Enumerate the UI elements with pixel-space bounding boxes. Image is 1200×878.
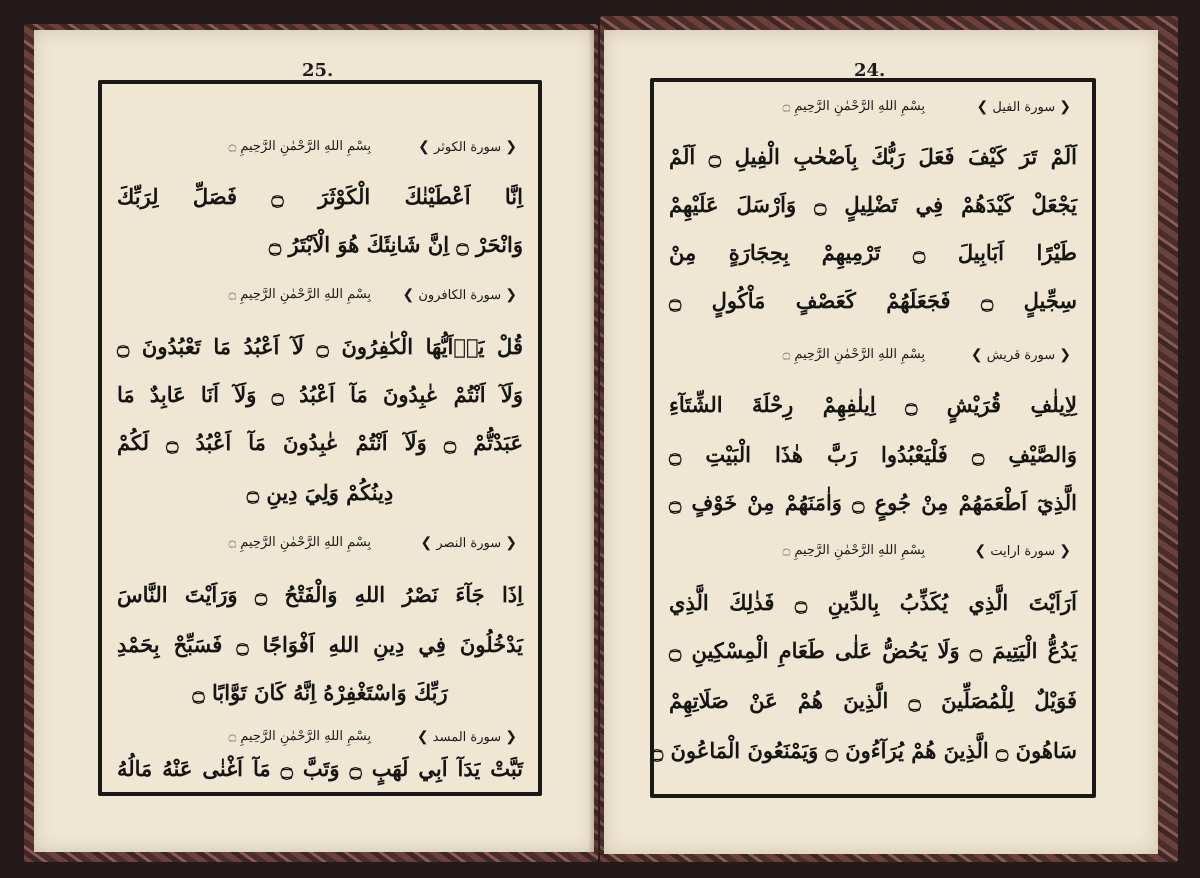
sura-header xyxy=(101,283,539,311)
verse-line: اِنَّا اَعْطَيْنٰكَ الْكَوْثَرَ ۝ فَصَلِّ لِرَبِّكَ xyxy=(117,184,523,209)
verse-line: دِينُكُمْ وَلِيَ دِينِ ۝ xyxy=(246,480,394,505)
verse-line: وَلَآ اَنْتُمْ عٰبِدُونَ مَآ اَعْبُدُ ۝ وَلَآ اَنَا عَابِدٌ مَا xyxy=(117,382,523,407)
text-frame xyxy=(98,80,542,796)
verse-line: وَالصَّيْفِ ۝ فَلْيَعْبُدُوا رَبَّ هٰذَا الْبَيْتِ ۝ xyxy=(669,442,1077,467)
page-number: 25. xyxy=(302,60,334,81)
verse-line: يَدْخُلُونَ فِي دِينِ اللهِ اَفْوَاجًا ۝ فَسَبِّحْ بِحَمْدِ xyxy=(117,632,523,657)
page-number: 24. xyxy=(854,60,886,81)
sura-title: ❮ سورة الكوثر ❯ xyxy=(418,139,517,155)
basmala: بِسْمِ اللهِ الرَّحْمٰنِ الرَّحِيمِ ۝ xyxy=(228,287,371,302)
verse-line: يَجْعَلْ كَيْدَهُمْ فِي تَضْلِيلٍ ۝ وَاَرْسَلَ عَلَيْهِمْ xyxy=(669,192,1077,217)
verse-line: طَيْرًا اَبَابِيلَ ۝ تَرْمِيهِمْ بِحِجَارَةٍ مِنْ xyxy=(669,240,1078,265)
verse-line: تَبَّتْ يَدَآ اَبِي لَهَبٍ ۝ وَتَبَّ ۝ مَآ اَغْنٰى عَنْهُ مَالُهُ xyxy=(117,756,524,781)
basmala: بِسْمِ اللهِ الرَّحْمٰنِ الرَّحِيمِ ۝ xyxy=(228,729,371,744)
sura-header xyxy=(653,343,1093,371)
verse-line: الَّذِيٓ اَطْعَمَهُمْ مِنْ جُوعٍ ۝ وَاٰمَنَهُمْ مِنْ خَوْفٍ ۝ xyxy=(669,490,1077,515)
verse-line: سَاهُونَ ۝ الَّذِينَ هُمْ يُرَآءُونَ ۝ وَيَمْنَعُونَ الْمَاعُونَ ۝ xyxy=(650,738,1077,763)
verse-line: وَانْحَرْ ۝ اِنَّ شَانِئَكَ هُوَ الْاَبْتَرُ ۝ xyxy=(268,232,523,257)
sura-header xyxy=(101,135,539,163)
sura-header xyxy=(653,95,1093,123)
verse-line: فَوَيْلٌ لِلْمُصَلِّينَ ۝ الَّذِينَ هُمْ عَنْ صَلَاتِهِمْ xyxy=(669,688,1077,713)
text-frame xyxy=(650,78,1096,798)
sura-header xyxy=(653,539,1093,567)
verse-line: يَدُعُّ الْيَتِيمَ ۝ وَلَا يَحُضُّ عَلٰى طَعَامِ الْمِسْكِينِ ۝ xyxy=(669,638,1077,663)
verse-line: اَرَاَيْتَ الَّذِي يُكَذِّبُ بِالدِّينِ ۝ فَذٰلِكَ الَّذِي xyxy=(669,590,1077,615)
sura-title: ❮ سورة المسد ❯ xyxy=(416,729,517,745)
verse-line: رَبِّكَ وَاسْتَغْفِرْهُ اِنَّهُ كَانَ تَوَّابًا ۝ xyxy=(192,680,448,705)
basmala: بِسْمِ اللهِ الرَّحْمٰنِ الرَّحِيمِ ۝ xyxy=(782,543,925,558)
right-page xyxy=(604,30,1158,854)
basmala: بِسْمِ اللهِ الرَّحْمٰنِ الرَّحِيمِ ۝ xyxy=(228,535,371,550)
verse-line: اَلَمْ تَرَ كَيْفَ فَعَلَ رَبُّكَ بِاَصْحٰبِ الْفِيلِ ۝ اَلَمْ xyxy=(669,144,1077,169)
sura-title: ❮ سورة الفيل ❯ xyxy=(976,99,1071,115)
sura-title: ❮ سورة قريش ❯ xyxy=(970,347,1071,363)
sura-header xyxy=(101,531,539,559)
basmala: بِسْمِ اللهِ الرَّحْمٰنِ الرَّحِيمِ ۝ xyxy=(228,139,371,154)
verse-line: اِذَا جَآءَ نَصْرُ اللهِ وَالْفَتْحُ ۝ وَرَاَيْتَ النَّاسَ xyxy=(117,582,523,607)
sura-title: ❮ سورة الكافرون ❯ xyxy=(402,287,517,303)
basmala: بِسْمِ اللهِ الرَّحْمٰنِ الرَّحِيمِ ۝ xyxy=(782,99,925,114)
verse-line: لِاِيلٰفِ قُرَيْشٍ ۝ اِيلٰفِهِمْ رِحْلَةَ الشِّتَآءِ xyxy=(669,392,1077,417)
basmala: بِسْمِ اللهِ الرَّحْمٰنِ الرَّحِيمِ ۝ xyxy=(782,347,925,362)
left-page xyxy=(34,30,594,852)
verse-line: قُلْ يَاۤاَيُّهَا الْكٰفِرُونَ ۝ لَآ اَعْبُدُ مَا تَعْبُدُونَ ۝ xyxy=(117,334,523,359)
verse-line: سِجِّيلٍ ۝ فَجَعَلَهُمْ كَعَصْفٍ مَاْكُولٍ ۝ xyxy=(669,288,1078,313)
sura-title: ❮ سورة النصر ❯ xyxy=(420,535,517,551)
verse-line: عَبَدْتُّمْ ۝ وَلَآ اَنْتُمْ عٰبِدُونَ مَآ اَعْبُدُ ۝ لَكُمْ xyxy=(117,430,523,455)
sura-title: ❮ سورة ارايت ❯ xyxy=(974,543,1071,559)
